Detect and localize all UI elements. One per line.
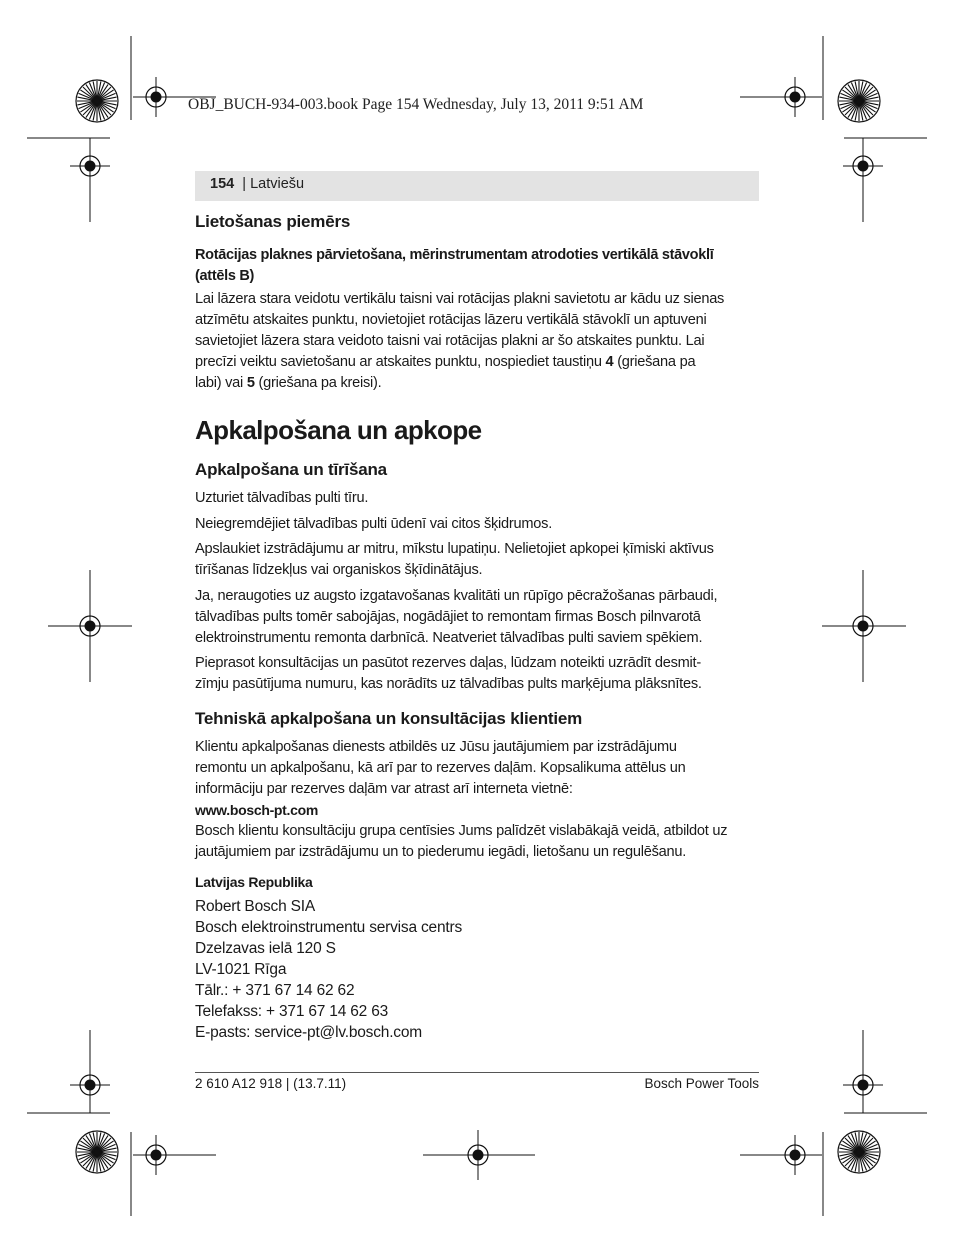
key-reference: 4: [605, 354, 614, 370]
section-heading-cleaning: Apkalpošana un tīrīšana: [195, 460, 387, 479]
address-line: Bosch elektroinstrumentu servisa centrs: [195, 919, 463, 936]
section-heading-service: Tehniskā apkalpošana un konsultācijas klientiem: [195, 709, 583, 728]
key-reference: 5: [246, 375, 255, 391]
paragraph: [195, 737, 760, 800]
page-number: 154: [210, 176, 235, 192]
text-run: (griešana pa kreisi).: [254, 375, 382, 391]
text-line: [195, 352, 760, 373]
text-line: zīmju pasūtījuma numuru, kas norādīts uz tālvadības pults marķējuma plāksnītes.: [195, 676, 702, 692]
subheading-line: Rotācijas plaknes pārvietošana, mērinstrumentam atrodoties vertikālā stāvoklī: [195, 247, 714, 263]
text-line: Apslaukiet izstrādājumu ar mitru, mīkstu lupatiņu. Nelietojiet apkopei ķīmiski aktīvus: [195, 541, 714, 557]
footer-rule: [195, 1072, 759, 1073]
page-header-text: [210, 176, 304, 192]
footer-document-number: 2 610 A12 918 | (13.7.11): [195, 1076, 347, 1091]
address-block: [195, 896, 760, 1043]
paragraph: [195, 653, 760, 695]
print-slug: OBJ_BUCH-934-003.book Page 154 Wednesday, July 13, 2011 9:51 AM: [188, 96, 644, 113]
text-line: atzīmētu atskaites punktu, novietojiet rotācijas lāzeru vertikālā stāvoklī un aptuveni: [195, 312, 707, 328]
text-line: Lai lāzera stara veidotu vertikālu taisni vai rotācijas plakni savietotu ar kādu uz sienas: [195, 291, 725, 307]
text-line: Bosch klientu konsultāciju grupa centīsies Jums palīdzēt vislabākajā veidā, atbildot uz: [195, 823, 728, 839]
address-line: Robert Bosch SIA: [195, 898, 315, 915]
text-line: remontu un apkalpošanu, kā arī par to rezerves daļām. Kopsalikuma attēlus un: [195, 760, 686, 776]
website-link[interactable]: www.bosch-pt.com: [195, 802, 319, 818]
paragraph: Uzturiet tālvadības pulti tīru.: [195, 490, 369, 506]
section-heading-usage-example: Lietošanas piemērs: [195, 212, 351, 231]
text-line: savietojiet lāzera stara veidoto taisni vai rotācijas plakni ar šo atskaites punktu. Lai: [195, 333, 705, 349]
address-line: Telefakss: + 371 67 14 62 63: [195, 1003, 389, 1020]
country-heading: Latvijas Republika: [195, 874, 313, 890]
text-line: Klientu apkalpošanas dienests atbildēs uz Jūsu jautājumiem par izstrādājumu: [195, 739, 677, 755]
subheading-line: (attēls B): [195, 268, 255, 284]
footer-brand: Bosch Power Tools: [644, 1076, 759, 1091]
paragraph-alignment: [195, 289, 760, 394]
paragraph: [195, 586, 760, 649]
text-line: Pieprasot konsultācijas un pasūtot rezerves daļas, lūdzam noteikti uzrādīt desmit-: [195, 655, 701, 671]
text-line: informāciju par rezerves daļām var atrast arī interneta vietnē:: [195, 781, 573, 797]
header-language: Latviešu: [250, 176, 305, 192]
text-run: labi) vai: [195, 375, 247, 391]
text-line: tīrīšanas līdzekļus vai organiskos šķīdinātājus.: [195, 562, 483, 578]
address-line: Dzelzavas ielā 120 S: [195, 940, 336, 957]
text-run: (griešana pa: [613, 354, 696, 370]
text-line: tālvadības pults tomēr sabojājas, nogādājiet to remontam firmas Bosch pilnvarotā: [195, 609, 701, 625]
text-run: precīzi veiktu savietošanu ar atskaites punktu, nospiediet taustiņu: [195, 354, 606, 370]
main-heading: Apkalpošana un apkope: [195, 415, 482, 445]
text-line: elektroinstrumentu remonta darbnīcā. Neatveriet tālvadības pulti saviem spēkiem.: [195, 630, 703, 646]
text-line: [195, 373, 760, 394]
address-email: E-pasts: service-pt@lv.bosch.com: [195, 1024, 422, 1041]
page-header: [195, 171, 759, 201]
header-separator: |: [238, 176, 251, 192]
paragraph: [195, 821, 760, 863]
address-line: Tālr.: + 371 67 14 62 62: [195, 982, 355, 999]
paragraph: Neiegremdējiet tālvadības pulti ūdenī vai citos šķidrumos.: [195, 516, 553, 532]
address-line: LV-1021 Rīga: [195, 961, 287, 978]
subheading-rotation-plane: [195, 245, 760, 287]
paragraph: [195, 539, 760, 581]
text-line: jautājumiem par izstrādājumu un to piederumu iegādi, lietošanu un regulēšanu.: [195, 844, 687, 860]
text-line: Ja, neraugoties uz augsto izgatavošanas kvalitāti un rūpīgo pēcražošanas pārbaudi,: [195, 588, 718, 604]
